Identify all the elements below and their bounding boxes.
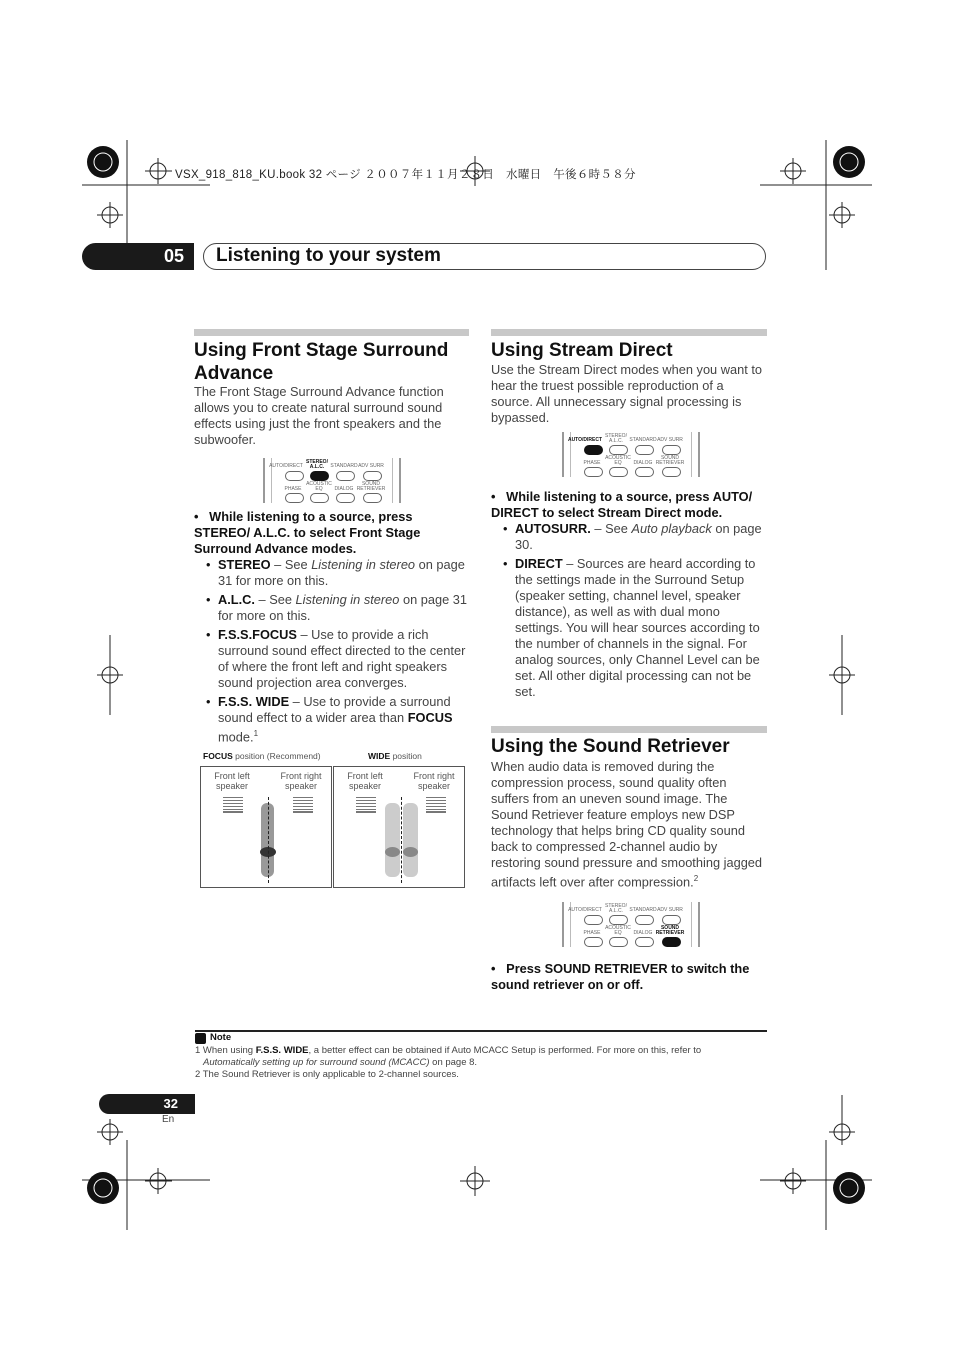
note-term: F.S.S. WIDE (255, 1045, 309, 1056)
ref: Listening in stereo (311, 557, 416, 572)
panel-label: STANDARD (330, 463, 358, 469)
auto-direct-button (584, 915, 603, 925)
remote-panel-front-stage (263, 458, 401, 503)
note-title: Note (210, 1032, 232, 1043)
sound-retriever-instruction: • Press SOUND RETRIEVER to switch the sound retriever on or off. (491, 961, 750, 992)
panel-label: STEREO/ (306, 459, 328, 465)
page-number: 32 (99, 1094, 195, 1114)
section-bar (491, 726, 767, 733)
wide-diagram (333, 766, 465, 888)
ref: Auto playback (631, 521, 712, 536)
phase-button (285, 493, 304, 503)
panel-label: ADV SURR (657, 437, 683, 443)
heading-front-stage: Using Front Stage Surround Advance (194, 340, 449, 384)
chapter-number: 05 (82, 243, 194, 270)
panel-label: ACOUSTIC (605, 455, 631, 461)
center-line (268, 797, 269, 883)
panel-label: EQ (614, 930, 622, 936)
front-left-label: Front left speaker (214, 771, 250, 791)
standard-button (635, 915, 654, 925)
text: on page 31 for more on this. (218, 592, 468, 623)
term: DIRECT (515, 556, 563, 571)
panel-label: STANDARD (629, 907, 657, 913)
panel-label: ACOUSTIC (306, 481, 332, 487)
listener-icon (403, 847, 418, 857)
wide-caption (368, 751, 422, 761)
front-stage-intro: The Front Stage Surround Advance function allows you to create natural surround sound effects using just the front speakers and the subwoofer. (194, 384, 444, 447)
caption-bold: WIDE (368, 751, 391, 761)
adv-surr-button (363, 471, 382, 481)
book-file-line: VSX_918_818_KU.book 32 ページ ２００７年１１月２８日 水曜日 午後６時５８分 (175, 169, 636, 181)
panel-label: RETRIEVER (356, 486, 386, 492)
list-item (204, 694, 470, 745)
text: – Use to provide a rich surround sound effect directed to the center of where the front left and right speakers sound projection area converges. (218, 627, 466, 690)
panel-label: PHASE (284, 486, 302, 492)
term: STEREO (218, 557, 271, 572)
panel-label: ACOUSTIC (605, 925, 631, 931)
caption-text: position (Recommend) (232, 751, 321, 761)
panel-label: ADV SURR (358, 463, 384, 469)
panel-label: PHASE (583, 930, 601, 936)
stream-direct-instruction: • While listening to a source, press AUTO/ DIRECT to select Stream Direct mode. (491, 489, 753, 520)
heading-stream-direct: Using Stream Direct (491, 340, 673, 361)
note-text: 1 When using (195, 1045, 256, 1056)
panel-label: A.L.C. (309, 464, 325, 470)
panel-label: STANDARD (629, 437, 657, 443)
standard-button (336, 471, 355, 481)
auto-direct-button (285, 471, 304, 481)
panel-label: SOUND (361, 481, 381, 487)
stream-direct-mode-list (501, 521, 767, 703)
note-divider (195, 1030, 767, 1032)
panel-label: DIALOG (334, 486, 354, 492)
note-text: , a better effect can be obtained if Auto MCACC Setup is performed. For more on this, refer to (308, 1045, 702, 1056)
section-bar (491, 329, 767, 336)
panel-label: AUTO/DIRECT (269, 463, 303, 469)
panel-label: A.L.C. (609, 908, 623, 914)
sound-retriever-button (363, 493, 382, 503)
stereo-alc-button (609, 915, 628, 925)
footnote-ref: 2 (693, 874, 699, 883)
front-stage-instruction: • While listening to a source, press STEREO/ A.L.C. to select Front Stage Surround Advance modes. (194, 509, 421, 556)
sound-beam (403, 803, 418, 877)
list-item (204, 557, 470, 589)
phase-button (584, 467, 603, 477)
intro-text: When audio data is removed during the compression process, sound quality often suffers from an uneven sound image. The Sound Retriever feature employs new DSP technology that helps bring CD quality sound back to compressed 2-channel audio by restoring sound pressure and smoothing jagged artifacts left over after compression. (491, 759, 763, 890)
listener-icon (385, 847, 400, 857)
caption-bold: FOCUS (203, 751, 233, 761)
text: – Sources are heard according to the settings made in the Surround Setup (speaker setting, channel level, speaker distance), as well as with dual mono settings. You will hear sources according to the number of channels in the signal. For analog sources, only Channel Level can be set. All other digital processing can not be set. (515, 556, 760, 699)
remote-panel-sound-retriever (562, 902, 700, 947)
center-line (401, 797, 402, 883)
sound-retriever-intro (491, 759, 766, 890)
note-2: 2 The Sound Retriever is only applicable to 2-channel sources. (195, 1069, 459, 1080)
dialog-button (336, 493, 355, 503)
language-code: En (162, 1114, 175, 1125)
stream-direct-intro: Use the Stream Direct modes when you want to hear the truest possible reproduction of a source. All unnecessary signal processing is bypassed. (491, 362, 762, 425)
text: on page 30. (515, 521, 762, 552)
panel-label: A.L.C. (609, 438, 623, 444)
panel-label: PHASE (583, 460, 601, 466)
stereo-alc-button (609, 445, 628, 455)
remote-panel-stream-direct (562, 432, 700, 477)
term: F.S.S. WIDE (218, 694, 290, 709)
stereo-alc-button (310, 471, 329, 481)
note-ref: Automatically setting up for surround sound (MCACC) (203, 1057, 430, 1068)
sound-retriever-button (662, 467, 681, 477)
text: on page 31 for more on this. (218, 557, 465, 588)
instruction-text: While listening to a source, press STEREO/ A.L.C. to select Front Stage Surround Advance modes. (194, 509, 421, 556)
sound-retriever-button (662, 937, 681, 947)
note-icon (195, 1033, 206, 1044)
speaker-icon (223, 797, 243, 813)
panel-label: DIALOG (633, 930, 653, 936)
heading-sound-retriever: Using the Sound Retriever (491, 736, 730, 757)
term: FOCUS (407, 710, 453, 725)
focus-caption (203, 751, 321, 761)
note-text: on page 8. (429, 1057, 478, 1068)
chapter-title: Listening to your system (203, 243, 766, 270)
sound-beam (385, 803, 400, 877)
text: – See (254, 592, 296, 607)
acoustic-eq-button (310, 493, 329, 503)
list-item (501, 556, 767, 700)
note-1-continued (203, 1057, 763, 1069)
auto-direct-button (584, 445, 603, 455)
panel-label: EQ (614, 460, 622, 466)
front-right-label: Front right speaker (413, 771, 455, 791)
panel-label: STEREO/ (605, 433, 627, 439)
panel-label: RETRIEVER (655, 930, 685, 936)
list-item (501, 521, 767, 553)
panel-label: AUTO/DIRECT (568, 907, 602, 913)
ref: Listening in stereo (295, 592, 400, 607)
panel-label: SOUND (660, 455, 680, 461)
term: AUTOSURR. (515, 521, 591, 536)
standard-button (635, 445, 654, 455)
panel-label: RETRIEVER (655, 460, 685, 466)
text: – Use to provide a surround sound effect to a wider area than (218, 694, 451, 725)
panel-label: EQ (315, 486, 323, 492)
list-item (204, 627, 470, 691)
section-bar (194, 329, 469, 336)
note-1 (195, 1045, 767, 1057)
panel-label: DIALOG (633, 460, 653, 466)
panel-label: SOUND (660, 925, 680, 931)
caption-text: position (390, 751, 422, 761)
term: A.L.C. (218, 592, 255, 607)
phase-button (584, 937, 603, 947)
dialog-button (635, 937, 654, 947)
panel-label: AUTO/DIRECT (567, 437, 603, 443)
dialog-button (635, 467, 654, 477)
list-item (204, 592, 470, 624)
footnote-ref: 1 (253, 729, 259, 738)
instruction-text: Press SOUND RETRIEVER to switch the sound retriever on or off. (491, 961, 750, 992)
text: – See (270, 557, 312, 572)
speaker-icon (293, 797, 313, 813)
adv-surr-button (662, 915, 681, 925)
speaker-icon (426, 797, 446, 813)
instruction-text: While listening to a source, press AUTO/ DIRECT to select Stream Direct mode. (491, 489, 753, 520)
term: F.S.S.FOCUS (218, 627, 297, 642)
adv-surr-button (662, 445, 681, 455)
text: mode. (218, 729, 254, 745)
front-stage-mode-list (204, 557, 470, 748)
acoustic-eq-button (609, 937, 628, 947)
panel-label: STEREO/ (605, 903, 627, 909)
acoustic-eq-button (609, 467, 628, 477)
text: – See (590, 521, 632, 536)
panel-label: ADV SURR (657, 907, 683, 913)
front-right-label: Front right speaker (280, 771, 322, 791)
focus-diagram (200, 766, 332, 888)
front-left-label: Front left speaker (347, 771, 383, 791)
speaker-icon (356, 797, 376, 813)
